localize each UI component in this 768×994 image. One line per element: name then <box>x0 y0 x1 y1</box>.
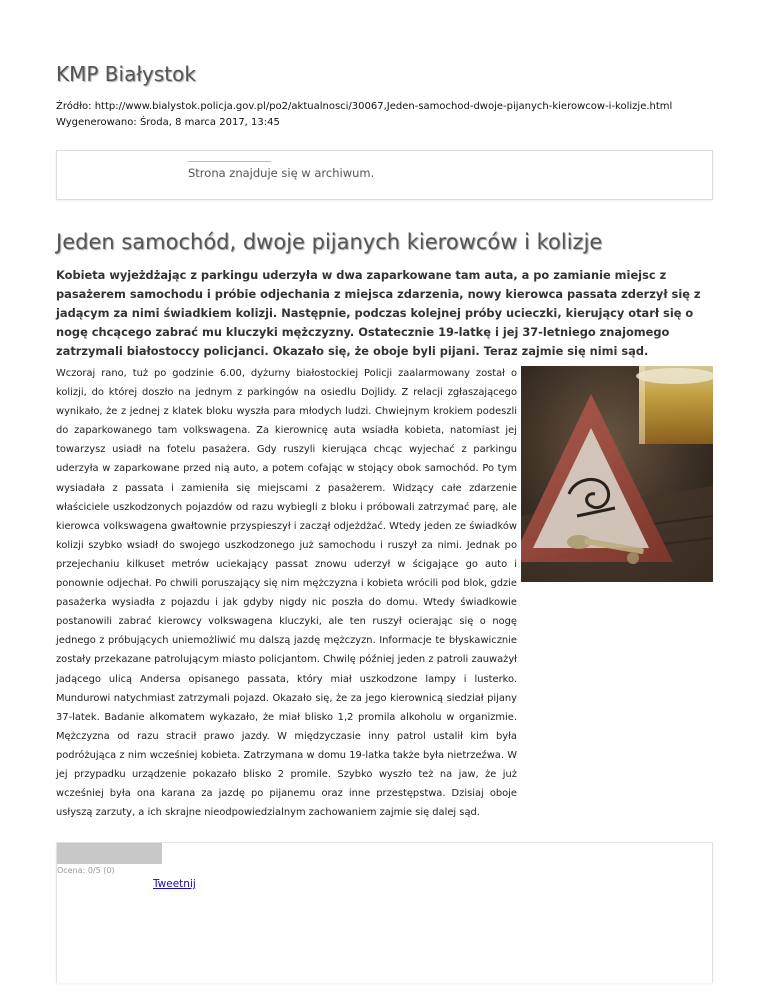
document-meta <box>56 99 672 131</box>
article-body: Wczoraj rano, tuż po godzinie 6.00, dyżurny białostockiej Policji zaalarmowany został o kolizji, do której doszło na jednym z parkingów na osiedlu Dojlidy. Z relacji zgłaszającego wynikało, że z jednej z klatek bloku wyszła para młodych ludzi. Chwiejnym krokiem podeszli do zaparkowanego tam volkswagena. Za kierownicę auta wsiadła kobieta, natomiast jej towarzysz usiadł na fotelu pasażera. Gdy ruszyli kierująca chcąc wyjechać z parkingu uderzyła w zaparkowane przed nią auto, a potem cofając w stojący obok samochód. Po tym wysiadała z passata i zamieniła się miejscami z pasażerem. Widzący całe zdarzenie właściciele uszkodzonych pojazdów od razu wybiegli z bloku i próbowali zatrzymać parę, ale kierowca volkswagena gwałtownie przyspieszył i zaczął odjeżdżać. Wtedy jeden ze świadków kolizji szybko wsiadł do swojego uszkodzonego już samochodu i ruszył za nimi. Jednak po przejechaniu kilkuset metrów uciekający passat znowu uderzył w ścigające go auto i ponownie odjechał. Po chwili poruszający się nim mężczyzna i kobieta wrócili pod blok, gdzie pasażerka wysiadła z pojazdu i jak gdyby nigdy nic poszła do domu. Wtedy świadkowie postanowili zabrać kierowcy volkswagena kluczyki, ale ten ruszył ocierając się o nogę jednego z próbujących uniemożliwić mu dalszą jazdę mężczyzn. Informacje te błyskawicznie zostały przekazane patrolującym miasto policjantom. Chwilę później jeden z patroli zauważył jadącego ulicą Andersa opisanego passata, który miał uszkodzone lampy i lusterko. Mundurowi natychmiast zatrzymali pojazd. Okazało się, że za jego kierownicą siedział pijany 37-latek. Badanie alkomatem wykazało, że miał blisko 1,2 promila alkoholu w organizmie. Mężczyzna od razu stracił prawo jazdy. W międzyczasie inny patrol ustalił kim była podróżująca z nim wcześniej kobieta. Zatrzymana w domu 19-latka także była nietrzeźwa. W jej przypadku urządzenie pokazało blisko 2 promile. Szybko wyszło też na jaw, że już wcześniej była ona karana za jazdę po pijanemu oraz inne przestępstwa. Dzisiaj oboje usłyszą zarzuty, a ich skrajne nieodpowiedzialnym zachowaniem zajmie się dalej sąd. <box>56 368 517 819</box>
drunk-driving-warning-sign-photo-icon <box>521 366 713 582</box>
archive-divider <box>188 161 271 162</box>
site-title: KMP Białystok <box>56 62 196 86</box>
generated-date: Wygenerowano: Środa, 8 marca 2017, 13:45 <box>56 117 280 128</box>
article-title: Jeden samochód, dwoje pijanych kierowców i kolizje <box>56 230 603 254</box>
article-lead: Kobieta wyjeżdżając z parkingu uderzyła w dwa zaparkowane tam auta, a po zamianie miejsc z pasażerem samochodu i próbie odjechania z miejsca zdarzenia, nowy kierowca passata zderzył się z jadącym za nimi świadkiem kolizji. Następnie, podczas kolejnej próby ucieczki, kierujący otarł się o nogę chcącego zabrać mu kluczyki mężczyzny. Ostatecznie 19-latkę i jej 37-letniego znajomego zatrzymali białostoccy policjanci. Okazało się, że oboje byli pijani. Teraz zajmie się nimi sąd. <box>56 268 701 358</box>
rating-text: Ocena: 0/5 (0) <box>57 866 115 875</box>
archive-notice-box <box>56 150 713 200</box>
rating-stars-widget[interactable] <box>57 843 162 864</box>
tweet-link[interactable]: Tweetnij <box>153 878 196 890</box>
rating-box <box>56 842 713 983</box>
source-url: Źródło: http://www.bialystok.policja.gov.pl/po2/aktualnosci/30067,Jeden-samochod-dwoje-pijanych-kierowcow-i-kolizje.html <box>56 101 673 112</box>
article-photo <box>521 366 713 582</box>
archive-notice: Strona znajduje się w archiwum. <box>188 166 375 180</box>
